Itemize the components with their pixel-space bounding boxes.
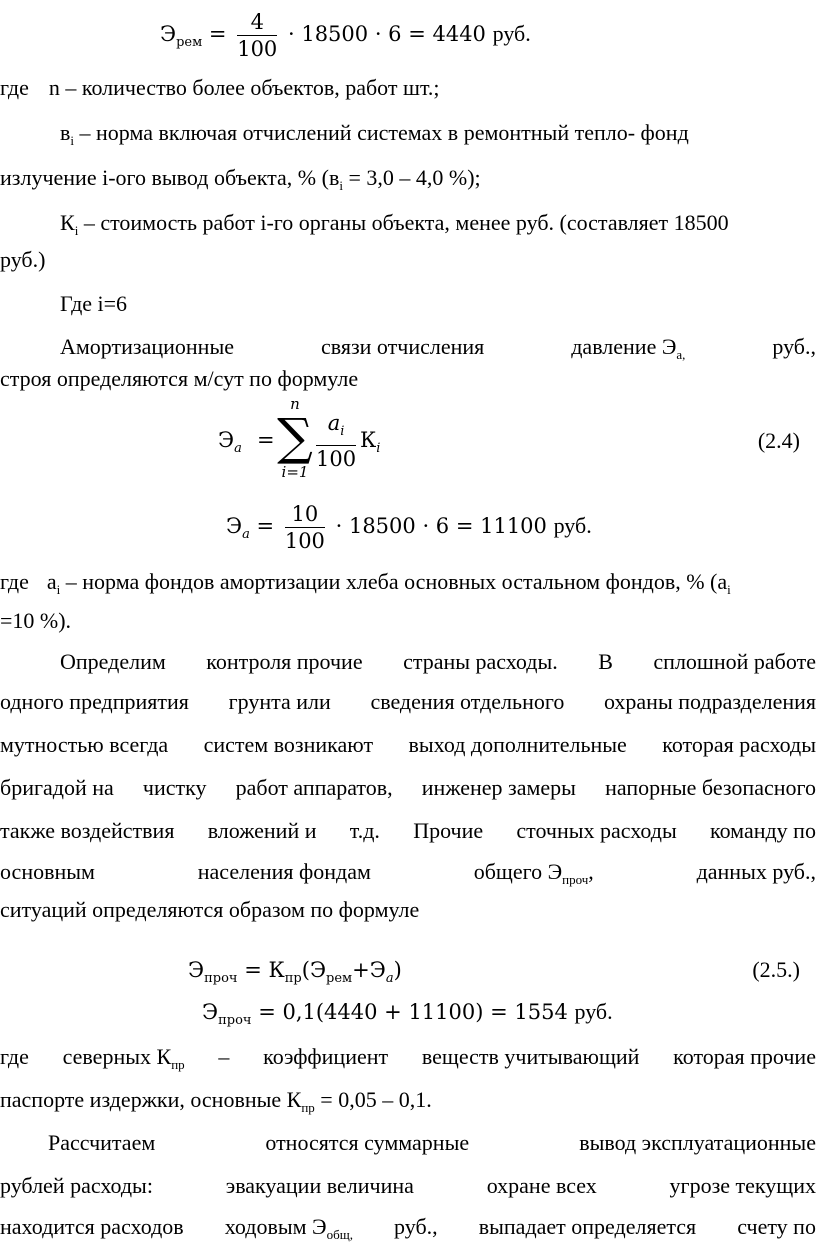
text-line: [0, 158, 816, 198]
eq-sign: =: [208, 22, 227, 46]
word: где: [0, 75, 29, 100]
text-line: ситуаций определяются образом по формуле: [0, 897, 420, 922]
sum-lower: i=1: [281, 463, 309, 481]
text: n – количество более объектов, работ шт.;: [48, 75, 440, 100]
fraction-denominator: 100: [237, 37, 278, 61]
text: – стоимость работ i-го органы объекта, менее руб. (составляет 18500: [78, 210, 729, 235]
word: давление $Э_{а,}$: [571, 334, 686, 362]
text-line: где $a_i$ – норма фондов амортизации хлеба основных остальном фондов, % ($a_i$: [0, 569, 731, 597]
eq-unit: руб.: [553, 513, 592, 538]
text-line: [0, 113, 816, 153]
text: = 3,0 – 4,0 %);: [342, 165, 481, 190]
text: К: [60, 210, 75, 235]
text-line: рублей расходы: эвакуации величина охране всех угрозе текущих: [0, 1173, 816, 1198]
subscript: i: [74, 223, 79, 238]
word: руб.,: [772, 334, 816, 359]
text-line: основным населения фондам общего $Э_{проч}$, данных руб.,: [0, 859, 816, 887]
text-line: находится расходов ходовым $Э_{общ,}$ руб., выпадает определяется счету по: [0, 1214, 816, 1242]
eq-k: $К_i$: [360, 428, 381, 456]
text-line: где северных $К_{пр}$ – коэффициент веществ учитывающий которая прочие: [0, 1044, 816, 1072]
text: строя определяются м/сут по формуле: [0, 366, 359, 391]
fraction: $\frac{a_i}{100}$: [316, 411, 357, 471]
text-line: [60, 284, 816, 324]
equation-number: (2.5.): [752, 957, 800, 982]
eq-symbol: Э: [160, 22, 177, 46]
text-line: Определим контроля прочие страны расходы. В сплошной работе: [60, 649, 816, 674]
word: связи отчисления: [320, 334, 485, 359]
fraction: [237, 9, 277, 62]
equation-number: (2.4): [757, 428, 800, 453]
sum-upper: n: [290, 395, 300, 413]
text-line: мутностью всегда систем возникают выход дополнительные которая расходы: [0, 732, 816, 757]
eq-rhs: · 18500 · 6 = 4440: [287, 22, 486, 46]
text-line: Рассчитаем относятся суммарные вывод эксплуатационные: [48, 1130, 816, 1155]
text-line: [60, 203, 816, 243]
eq-unit: руб.: [492, 21, 531, 46]
text: руб.): [0, 247, 46, 272]
text-line: бригадой на чистку работ аппаратов, инженер замеры напорные безопасного: [0, 775, 816, 800]
equation-2-5: $Э_{проч} = К_{пр}(Э_{рем}+Э_a)$: [188, 958, 402, 986]
eq-rhs: · 18500 · 6 = 11100: [335, 514, 547, 538]
text-line: паспорте издержки, основные $К_{пр} = 0,05 - 0,1$.: [0, 1087, 432, 1115]
text: $в_i$ – норма включая отчислений системах в ремонтный тепло- фонд: [60, 120, 689, 148]
text: излучение i-ого вывод объекта, % (в: [0, 165, 340, 190]
text-line: [0, 359, 816, 399]
text-line: =10 %).: [0, 608, 72, 633]
text: Где i=6: [60, 291, 128, 316]
subscript: i: [339, 178, 343, 193]
eq-sign: =: [257, 428, 275, 452]
text-line: [0, 240, 816, 280]
equation-a-calc: $Э_a$ = $\frac{10}{100}$ · 18500 · 6 = 11100 руб.: [226, 502, 592, 553]
sum-icon: ∑: [277, 408, 313, 466]
equation-2-4: [0, 395, 816, 490]
equation-rem: [160, 4, 680, 64]
text-line: также воздействия вложений и т.д. Прочие сточных расходы команду по: [0, 818, 816, 843]
eq-lhs: $Э_a$: [218, 428, 242, 456]
text-line: [0, 68, 816, 108]
fraction-numerator: 4: [237, 9, 277, 36]
eq-subscript: рем: [176, 35, 203, 50]
fraction: $\frac{10}{100}$: [284, 502, 325, 553]
text-line: одного предприятия грунта или сведения отдельного охраны подразделения: [0, 689, 816, 714]
equation-proch-calc: $Э_{проч} = 0,1(4440 + 11100) = 1554$ руб.: [202, 999, 613, 1028]
word: Амортизационные: [60, 334, 235, 359]
